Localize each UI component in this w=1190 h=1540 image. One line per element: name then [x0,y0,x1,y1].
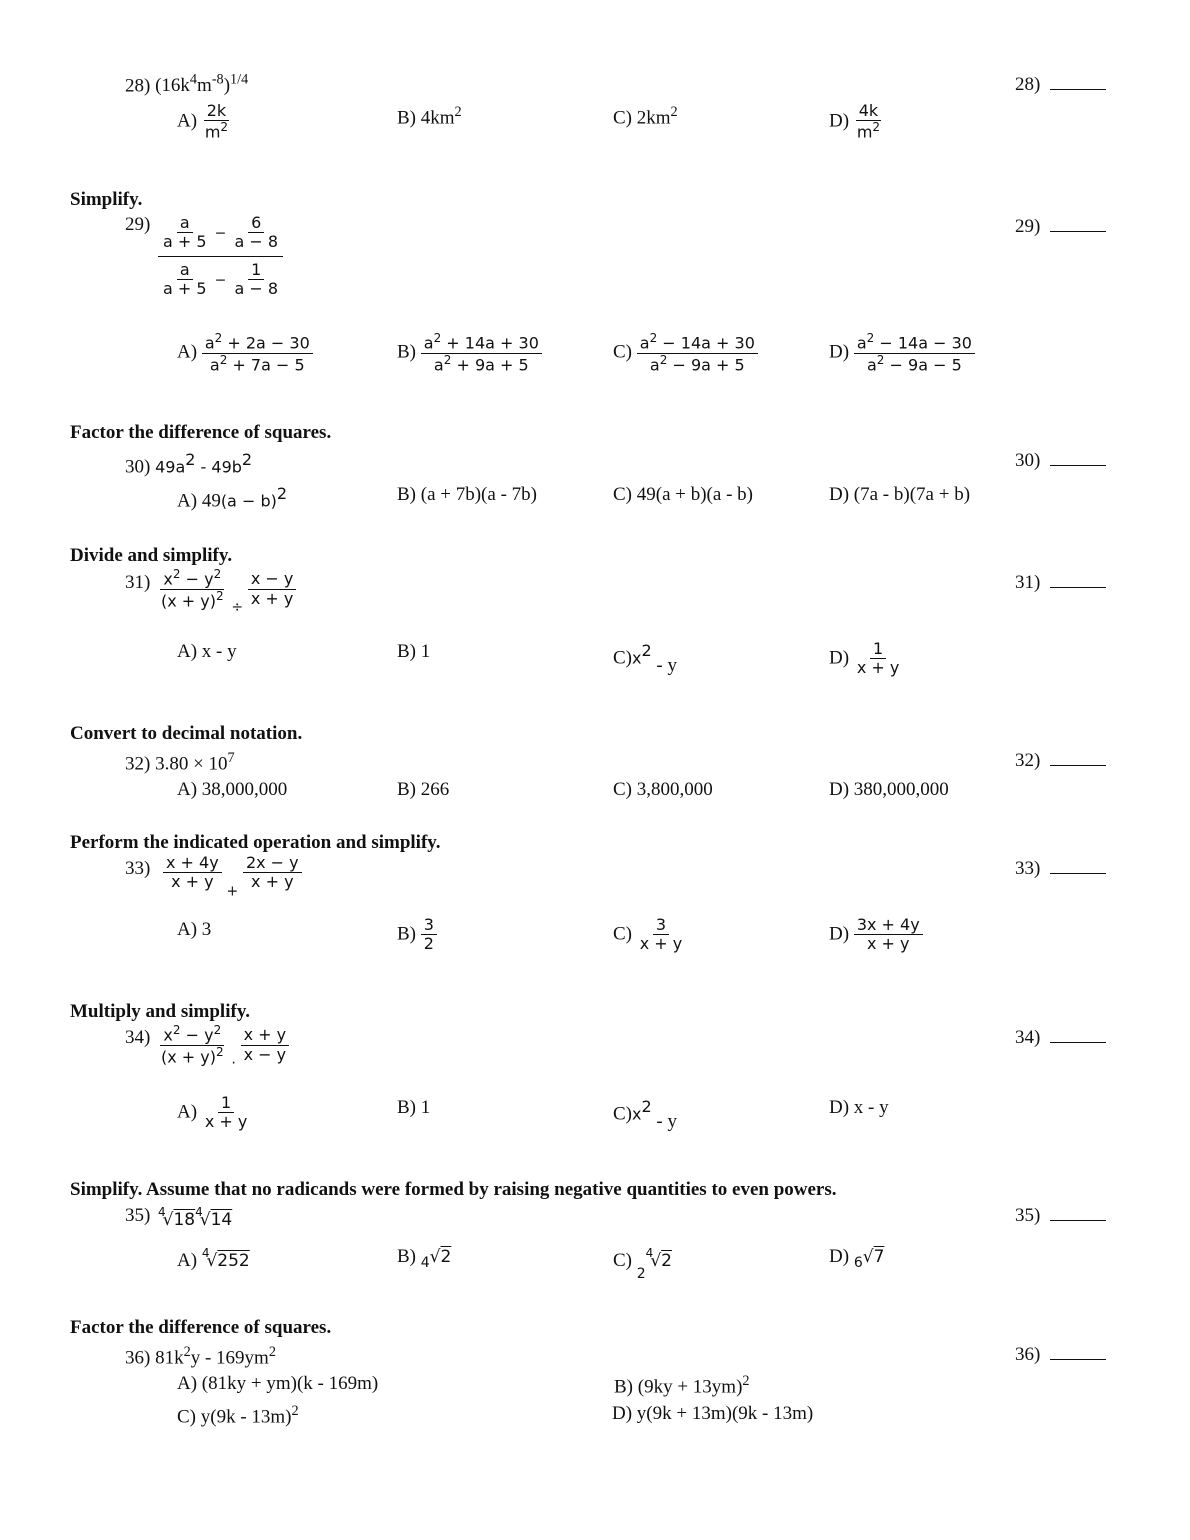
option-33-d[interactable]: D) $\frac{3x + 4y}{x + y}$ [829,916,923,954]
option-29-b[interactable]: B) $\frac{a^2 + 14a + 30}{a^2 + 9a + 5}$ [397,332,542,374]
question-30: 30) $49a^2 - 49b^2$ [125,450,253,478]
answer-blank-33[interactable]: 33) [1015,858,1106,880]
option-35-c[interactable]: C) $_2^4$√2 [613,1246,672,1282]
option-32-a[interactable]: A) 38,000,000 [177,779,288,800]
section-heading: Convert to decimal notation. [70,723,303,744]
option-30-d[interactable]: D) (7a - b)(7a + b) [829,484,971,505]
section-heading: Simplify. Assume that no radicands were formed by raising negative quantities to even powers. [70,1179,837,1200]
option-35-a[interactable]: A) $^4$√252 [177,1246,250,1271]
question-number: 30) [125,456,151,478]
option-36-d[interactable]: D) y(9k + 13m)(9k - 13m) [612,1403,814,1424]
option-28-c[interactable]: C) $2km^2$ [613,104,678,129]
question-number: 31) [125,572,151,593]
option-31-a[interactable]: A) x - y [177,641,237,662]
question-34-expression: $\frac{x^2 - y^2}{(x + y)^2}$ $_\cdot$ $\frac{x + y}{x - y}$ [158,1024,289,1072]
question-36: 36) $81k^2y - 169ym^2$ [125,1344,276,1369]
question-33-expression: $\frac{x + 4y}{x + y}$ $_+$ $\frac{2x - y}{x + y}$ [163,854,302,899]
option-29-d[interactable]: D) $\frac{a^2 - 14a - 30}{a^2 - 9a - 5}$ [829,332,975,374]
question-32: 32) $3.80 \times 10^7$ [125,750,235,775]
question-35-expression: $^4√18^4√14$ [158,1205,233,1230]
option-31-d[interactable]: D) $\frac{1}{x + y}$ [829,639,900,678]
option-33-a[interactable]: A) 3 [177,919,212,940]
answer-blank-34[interactable]: 34) [1015,1027,1106,1049]
option-30-c[interactable]: C) 49(a + b)(a - b) [613,484,753,505]
question-number: 32) [125,753,151,775]
option-28-a[interactable]: A) $\frac{2k}{m^2}$ [177,101,229,142]
option-35-d[interactable]: D) $_6$√7 [829,1246,885,1271]
section-heading: Factor the difference of squares. [70,1317,332,1338]
answer-blank-30[interactable]: 30) [1015,450,1106,472]
question-number: 28) [125,75,151,97]
answer-blank-28[interactable]: 28) [1015,74,1106,96]
answer-blank-35[interactable]: 35) [1015,1205,1106,1227]
option-31-b[interactable]: B) 1 [397,641,431,662]
option-36-b[interactable]: B) $(9ky + 13ym)^2$ [614,1373,750,1398]
question-number: 36) [125,1347,151,1369]
answer-blank-29[interactable]: 29) [1015,216,1106,238]
question-28 [125,72,248,97]
option-34-d[interactable]: D) x - y [829,1097,889,1118]
section-heading: Divide and simplify. [70,545,233,566]
question-number: 34) [125,1027,151,1048]
option-36-c[interactable]: C) y(9k - 13m)$^2$ [177,1403,299,1428]
option-32-d[interactable]: D) 380,000,000 [829,779,949,800]
question-number: 33) [125,858,151,879]
complex-fraction: $\frac{a}{a + 5}$ − $\frac{6}{a - 8}$ $\frac{a}{a + 5}$ − $\frac{1}{a - 8}$ [158,214,283,299]
section-heading: Factor the difference of squares. [70,422,332,443]
option-34-b[interactable]: B) 1 [397,1097,431,1118]
option-33-c[interactable]: C) $\frac{3}{x + y}$ [613,915,683,954]
option-34-a[interactable]: A) $\frac{1}{x + y}$ [177,1093,248,1132]
question-number: 35) [125,1205,151,1226]
section-heading: Perform the indicated operation and simplify. [70,832,441,853]
option-33-b[interactable]: B) $\frac{3}{2}$ [397,916,437,954]
option-30-a[interactable]: A) $49(a - b)^2$ [177,484,288,512]
option-29-a[interactable]: A) $\frac{a^2 + 2a - 30}{a^2 + 7a - 5}$ [177,332,313,374]
answer-blank-32[interactable]: 32) [1015,750,1106,772]
section-heading: Multiply and simplify. [70,1001,251,1022]
option-31-c[interactable]: $C)x^2$ - y [613,641,677,677]
answer-blank-36[interactable]: 36) [1015,1344,1106,1366]
question-number: 29) [125,214,151,235]
answer-blank-31[interactable]: 31) [1015,572,1106,594]
option-35-b[interactable]: B) $_4$√2 [397,1246,452,1271]
option-34-c[interactable]: $C)x^2$ - y [613,1097,677,1133]
option-36-a[interactable]: A) (81ky + ym)(k - 169m) [177,1373,379,1394]
option-30-b[interactable]: B) (a + 7b)(a - 7b) [397,484,537,505]
question-31-expression: $\frac{x^2 - y^2}{(x + y)^2}$ $_\div$ $\frac{x - y}{x + y}$ [158,568,296,616]
question-expression: $(16k^4m^{-8})^{1/4}$ [155,72,249,97]
option-32-b[interactable]: B) 266 [397,779,450,800]
option-29-c[interactable]: C) $\frac{a^2 - 14a + 30}{a^2 - 9a + 5}$ [613,332,758,374]
option-28-b[interactable]: B) $4km^2$ [397,104,462,129]
section-heading: Simplify. [70,189,143,210]
option-28-d[interactable]: D) $\frac{4k}{m^2}$ [829,101,881,142]
option-32-c[interactable]: C) 3,800,000 [613,779,713,800]
